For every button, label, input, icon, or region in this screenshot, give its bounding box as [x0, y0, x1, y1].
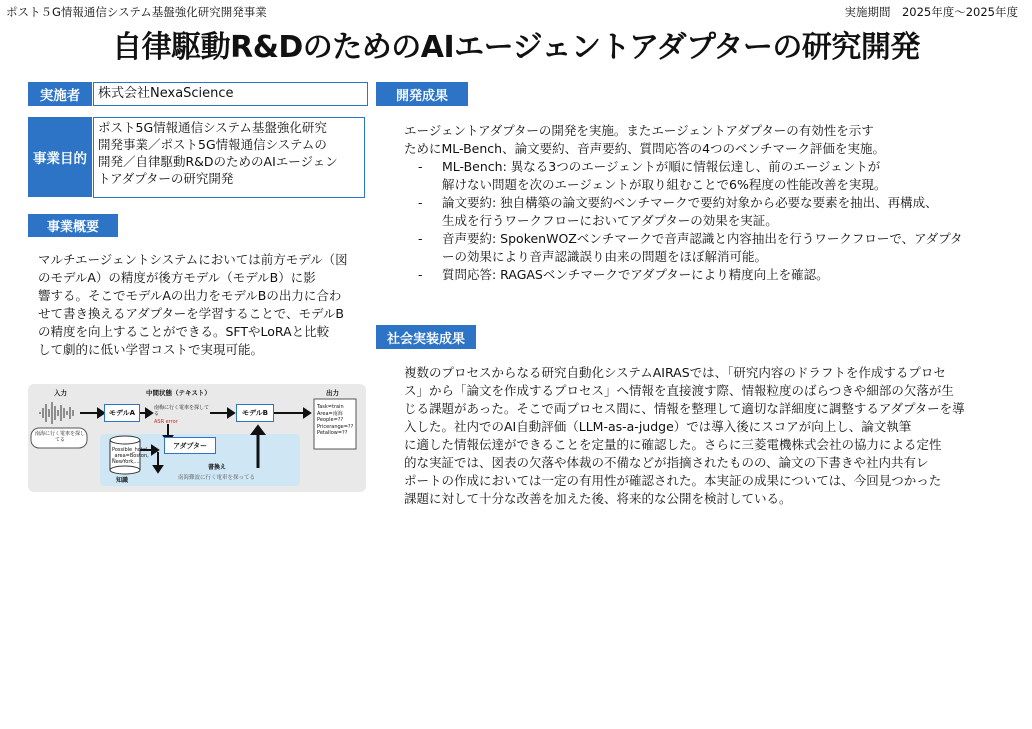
- social-line: 入した。社内でのAI自動評価（LLM-as-a-judge）では導入後にスコアが向上し、論文執筆: [404, 419, 912, 434]
- bullet-dash: -: [418, 159, 423, 174]
- overview-line: マルチエージェントシステムにおいては前方モデル（図: [38, 252, 348, 267]
- results-item: [404, 230, 1016, 266]
- model-a-box: モデルA: [104, 404, 140, 422]
- implementer-value: 株式会社NexaScience: [93, 82, 368, 106]
- knowledge-label: 知識: [116, 477, 129, 484]
- implementation-period: 実施期間 2025年度〜2025年度: [844, 5, 1018, 19]
- arrow-head: [146, 409, 152, 417]
- social-line: 課題に対して十分な改善を加えた後、将来的な公開を検討している。: [404, 491, 792, 506]
- page-title: 自律駆動R&DのためのAIエージェントアダプターの研究開発: [112, 30, 920, 65]
- implementer-label: 実施者: [28, 82, 92, 106]
- results-item-line: 論文要約: 独自構築の論文要約ベンチマークで要約対象から必要な要素を抽出、再構成、: [442, 195, 938, 210]
- rewritten-text: 南海難波に行く電車を探ってる: [178, 475, 256, 481]
- bullet-dash: -: [418, 231, 423, 246]
- output-text: [317, 404, 353, 437]
- social-label: 社会実装成果: [376, 325, 476, 349]
- intermediate-text: 南梅に行く電車を探してる: [154, 405, 210, 417]
- bullet-dash: -: [418, 195, 423, 210]
- overview-line: のモデルA）の精度が後方モデル（モデルB）に影: [38, 270, 316, 285]
- purpose-line: ポスト5G情報通信システム基盤強化研究: [98, 120, 327, 135]
- results-label: 開発成果: [376, 82, 468, 106]
- waveform-icon: [40, 402, 73, 424]
- input-text: 南海に行く電車を探してる: [35, 431, 86, 443]
- results-item-line: ML-Bench: 異なる3つのエージェントが順に情報伝達し、前のエージェントが: [442, 159, 881, 174]
- social-line: ス」から「論文を作成するプロセス」へ情報を直接渡す際、情報粒度のばらつきや細部の欠落が生: [404, 383, 954, 398]
- kb-line: Possible_hotel: [112, 447, 148, 453]
- kb-line: NewYork,...: [112, 459, 140, 465]
- arrow-head: [228, 409, 234, 417]
- output-line: People=??: [317, 417, 344, 423]
- rewrite-label: 書換え: [208, 464, 227, 471]
- knowledge-base-text: [112, 447, 149, 465]
- overview-text: [38, 251, 368, 359]
- overview-line: の精度を向上することができる。SFTやLoRAと比較: [38, 324, 330, 339]
- results-item-line: 音声要約: SpokenWOZベンチマークで音声認識と内容抽出を行うワークフローで、アダプタ: [442, 231, 963, 246]
- social-line: 複数のプロセスからなる研究自動化システムAIRASでは、「研究内容のドラフトを作成するプロセ: [404, 365, 946, 380]
- adapter-box: アダプター: [164, 437, 216, 454]
- output-line: Area=南海: [317, 410, 343, 417]
- adapter-diagram: [28, 384, 366, 492]
- bullet-dash: -: [418, 267, 423, 282]
- purpose-text: [93, 117, 365, 198]
- overview-line: して劇的に低い学習コストで実現可能。: [38, 342, 264, 357]
- results-item: [404, 194, 1016, 230]
- program-name: ポスト５G情報通信システム基盤強化研究開発事業: [6, 5, 267, 19]
- results-item: [404, 266, 1016, 284]
- results-item-line: ーの効果により音声認識誤り由来の問題をほぼ解消可能。: [442, 249, 768, 264]
- social-text: [404, 364, 1016, 508]
- model-b-box: モデルB: [236, 404, 274, 422]
- purpose-line: 開発事業／ポスト5G情報通信システムの: [98, 137, 327, 152]
- results-text: [404, 122, 1016, 284]
- kb-line: _area=Boston,: [112, 453, 149, 459]
- arrow-head: [304, 409, 310, 417]
- results-item: [404, 158, 1016, 194]
- social-line: に適した情報伝達ができることを定量的に確認した。さらに三菱電機株式会社の協力による定性: [404, 437, 942, 452]
- results-item-line: 解けない問題を次のエージェントが取り組むことで6%程度の性能改善を実現。: [442, 177, 887, 192]
- results-list: [404, 158, 1016, 284]
- purpose-label: 事業目的: [28, 117, 92, 197]
- asr-error-label: ASR error: [154, 419, 178, 425]
- results-item-line: 質問応答: RAGASベンチマークでアダプターにより精度向上を確認。: [442, 267, 829, 282]
- arrow-head: [252, 426, 264, 434]
- intermediate-heading: 中間状態（テキスト）: [146, 389, 211, 397]
- output-line: Petallow=??: [317, 430, 348, 436]
- results-item-line: 生成を行うワークフローにおいてアダプターの効果を実証。: [442, 213, 778, 228]
- results-intro-line: ためにML-Bench、論文要約、音声要約、質問応答の4つのベンチマーク評価を実施。: [404, 141, 886, 156]
- purpose-line: トアダプターの研究開発: [98, 171, 234, 186]
- overview-label: 事業概要: [28, 214, 118, 237]
- output-line: Pricerange=??: [317, 423, 354, 430]
- social-line: 的な実証では、図表の欠落や体裁の不備などが指摘されたものの、論文の下書きや社内共有レ: [404, 455, 929, 470]
- output-line: Task=train: [317, 404, 344, 410]
- overview-line: せて書き換えるアダプターを学習することで、モデルB: [38, 306, 344, 321]
- overview-line: 響する。そこでモデルAの出力をモデルBの出力に合わ: [38, 288, 342, 303]
- input-heading: 入力: [54, 389, 67, 397]
- output-heading: 出力: [326, 389, 339, 397]
- results-intro-line: エージェントアダプターの開発を実施。またエージェントアダプターの有効性を示す: [404, 123, 874, 138]
- social-line: じる課題があった。そこで両プロセス間に、情報を整理して適切な詳細度に調整するアダプターを導: [404, 401, 965, 416]
- purpose-line: 開発／自律駆動R&DのためのAIエージェン: [98, 154, 338, 169]
- social-line: ポートの作成においては一定の有用性が確認された。本実証の成果については、今回見つかった: [404, 473, 942, 488]
